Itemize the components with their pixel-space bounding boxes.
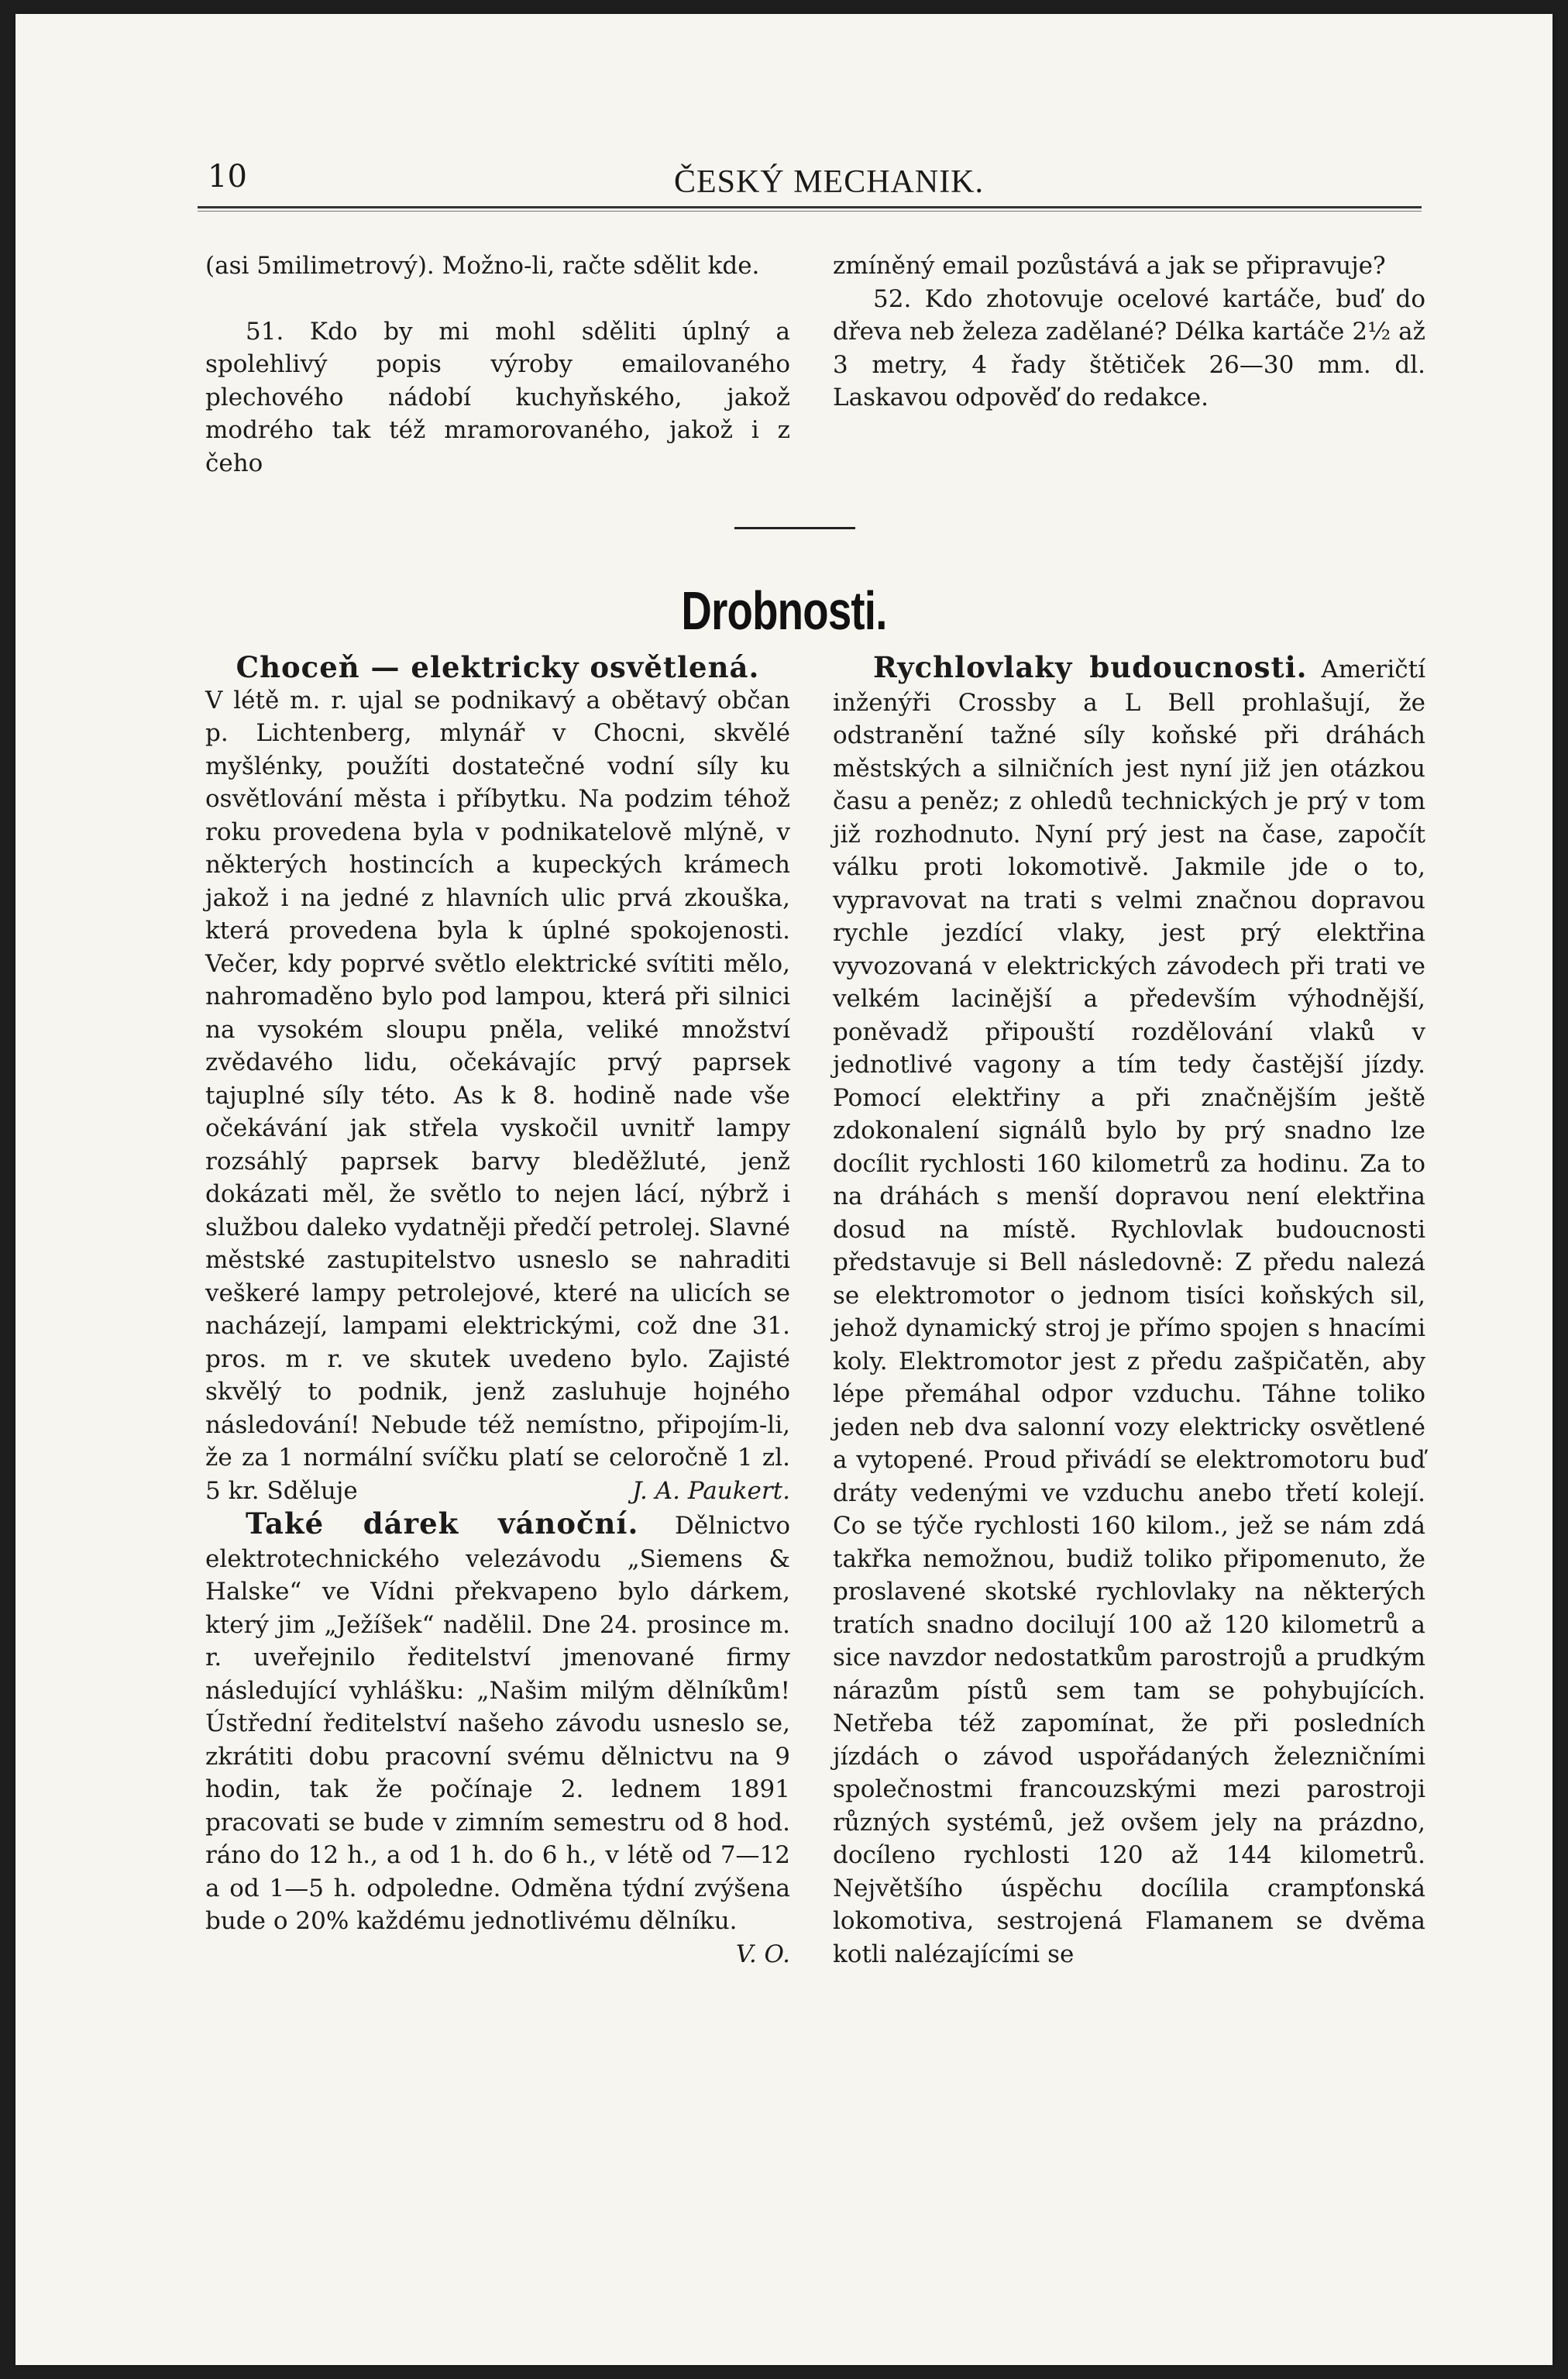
article-choceň <box>205 651 790 1507</box>
question-51-continuation: zmíněný email pozůstává a jak se připravuje? <box>833 252 1386 280</box>
page-header <box>194 159 1433 205</box>
question-52: 52. Kdo zhotovuje ocelové kartáče, buď do dřeva neb železa zadělané? Délka kartáče 2½ až 3 metry, 4 řady štětiček 26—30 mm. dl. Laskavou odpověď do redakce. <box>833 284 1425 411</box>
section-divider <box>734 527 855 529</box>
article-title: Rychlovlaky budoucnosti. <box>873 650 1308 684</box>
main-right-column <box>833 651 1425 1971</box>
article-body: Američtí inženýři Crossby a L Bell prohlašují, že odstranění tažné síly koňské při dráhách městských a silničních jest nyní již jen otázkou času a peněz; z ohledů technických je prý v tom již rozhodnuto. Nyní prý jest na čase, započít válku proti lokomotivě. Jakmile jde o to, vypravovat na trati s velmi značnou dopravou rychle jezdící vlaky, jest prý elektřina vyvozovaná v elektrických závodech při trati ve velkém lacinější a především výhodnější, poněvadž připouští rozdělování vlaků v jednotlivé vagony a tím tedy častější jízdy. Pomocí elektřiny a při značnějším ještě zdokonalení signálů bylo by prý snadno lze docílit rychlosti 160 kilometrů za hodinu. Za to na dráhách s menší dopravou není elektřina dosud na místě. Rychlovlak budoucnosti představuje si Bell následovně: Z předu nalezá se elektromotor o jednom tisíci koňských sil, jehož dynamický stroj je přímo spojen s hnacími koly. Elektromotor jest z předu zašpičatěn, aby lépe přemáhal odpor vzduchu. Táhne toliko jeden neb dva salonní vozy elektricky osvětlené a vytopené. Proud přivádí se elektromotoru buď dráty vedenými ve vzduchu anebo třetí kolejí. Co se týče rychlosti 160 kilom., jež se nám zdá takřka nemožnou, budiž toliko připomenuto, že proslavené skotské rychlovlaky na některých tratích snadno docilují 100 až 120 kilometrů a sice navzdor nedostatkům parostrojů a prudkým nárazům pístů sem tam se pohybujících. Netřeba též zapomínat, že při posledních jízdách o závod uspořádaných železničními společnostmi francouzskými mezi parostroji různých systémů, jež ovšem jely na prázdno, docíleno rychlosti 120 až 144 kilometrů. Největšího úspěchu docílila crampťonská lokomotiva, sestrojená Flamanem se dvěma kotli nalézajícími se <box>833 656 1425 1968</box>
main-left-column <box>205 651 790 1971</box>
article-rychlovlaky <box>833 651 1425 1971</box>
article-title: Také dárek vánoční. <box>246 1506 639 1541</box>
top-right-column <box>833 250 1425 415</box>
question-51: 51. Kdo by mi mohl sděliti úplný a spolehlivý popis výroby emailovaného plechového nádobí kuchyňského, jakož modrého tak též mramorovaného, jakož i z čeho <box>205 317 790 477</box>
top-left-column <box>205 250 790 480</box>
header-rule <box>198 206 1422 208</box>
header-rule-thin <box>198 211 1422 212</box>
article-body: V létě m. r. ujal se podnikavý a obětavý občan p. Lichtenberg, mlynář v Chocni, skvělé myšlénky, použíti dostatečné vodní síly ku osvětlování města i příbytku. Na podzim téhož roku provedena byla v podnikatelově mlýně, v některých hostincích a kupeckých krámech jakož i na jedné z hlavních ulic prvá zkouška, která provedena byla k úplné spokojenosti. Večer, kdy poprvé světlo elektrické svítiti mělo, nahromaděno bylo pod lampou, která při silnici na vysokém sloupu pněla, veliké množství zvědavého lidu, očekávajíc prvý paprsek tajuplné síly této. As k 8. hodině nade vše očekávání jak střela vyskočil uvnitř lampy rozsáhlý paprsek barvy bleděžluté, jenž dokázati měl, že světlo to nejen lácí, nýbrž i službou daleko vydatněji předčí petrolej. Slavné městské zastupitelstvo usneslo se nahraditi veškeré lampy petrolejové, které na ulicích se nacházejí, lampami elektrickými, což dne 31. pros. m r. ve skutek uvedeno bylo. Zajisté skvělý to podnik, jenž zasluhuje hojného následování! Nebude též nemístno, připojím-li, že za 1 normální svíčku platí se celoročně 1 zl. 5 kr. Sděluje <box>205 686 790 1505</box>
page-number: 10 <box>208 159 247 195</box>
question-continuation: (asi 5milimetrový). Možno-li, račte sdělit kde. <box>205 252 760 280</box>
running-title: ČESKÝ MECHANIK. <box>674 164 985 200</box>
article-title: Choceň — elektricky osvětlená. <box>236 650 760 684</box>
article-signature: J. A. Paukert. <box>632 1476 790 1505</box>
article-body: Dělnictvo elektrotechnického velezávodu „Siemens & Halske“ ve Vídni překvapeno bylo dárkem, který jim „Ježíšek“ nadělil. Dne 24. prosince m. r. uveřejnilo ředitelství jmenované firmy následující vyhlášku: „Našim milým dělníkům! Ústřední ředitelství našeho závodu usneslo se, zkrátiti dobu pracovní svému dělnictvu na 9 hodin, tak že počínaje 2. lednem 1891 pracovati se bude v zimním semestru od 8 hod. ráno do 12 h., a od 1 h. do 6 h., v létě od 7—12 a od 1—5 h. odpoledne. Odměna týdní zvýšena bude o 20% každému jednotlivému dělníku. <box>205 1512 790 1935</box>
article-darek <box>205 1506 790 1968</box>
article-signature: V. O. <box>735 1940 790 1968</box>
section-heading: Drobnosti. <box>681 580 887 641</box>
